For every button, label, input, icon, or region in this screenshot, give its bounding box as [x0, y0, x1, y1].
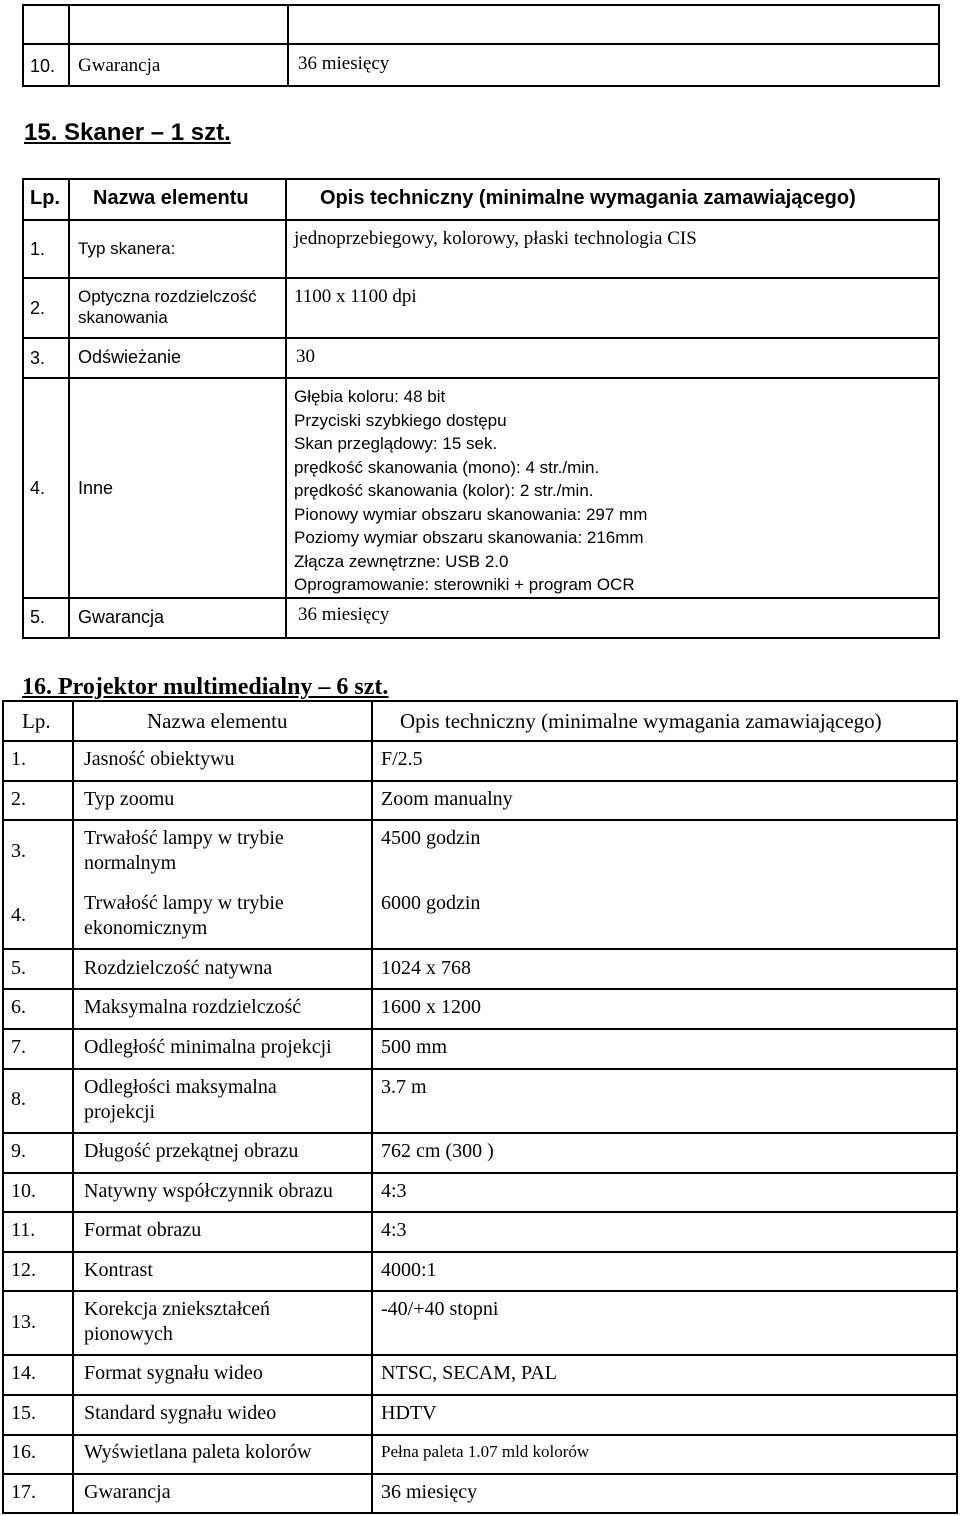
- projector-row-13-desc: -40/+40 stopni: [381, 1298, 499, 1320]
- spec-line: prędkość skanowania (mono): 4 str./min.: [294, 457, 600, 477]
- scanner-header-name: Nazwa elementu: [93, 187, 249, 209]
- projector-row-14-name: Format sygnału wideo: [84, 1362, 263, 1384]
- projector-row-4-desc: 6000 godzin: [381, 892, 481, 914]
- scanner-heading: 15. Skaner – 1 szt.: [24, 119, 231, 146]
- spec-line: Głębia koloru: 48 bit: [294, 387, 446, 406]
- projector-row-15-desc: HDTV: [381, 1402, 437, 1424]
- projector-row-8-name-line2: projekcji: [84, 1101, 156, 1123]
- spec-line: Złącza zewnętrzne: USB 2.0: [294, 551, 509, 571]
- projector-row-8-name-line1: Odległości maksymalna: [84, 1076, 277, 1098]
- projector-row-15-name: Standard sygnału wideo: [84, 1402, 277, 1424]
- projector-row-3-number: 3.: [11, 840, 26, 862]
- spec-line: Skan przeglądowy: 15 sek.: [294, 434, 498, 453]
- scanner-row-4-name: Inne: [78, 478, 114, 498]
- projector-row-14-number: 14.: [11, 1362, 36, 1384]
- projector-row-9-desc: 762 cm (300 ): [381, 1140, 494, 1162]
- projector-row-divider: [2, 1394, 958, 1396]
- scanner-row-2-number: 2.: [30, 298, 46, 318]
- projector-row-11-desc: 4:3: [381, 1219, 407, 1241]
- projector-header-desc: Opis techniczny (minimalne wymagania zamawiającego): [400, 709, 882, 733]
- projector-row-2-name: Typ zoomu: [84, 788, 175, 810]
- projector-row-17-desc: 36 miesięcy: [381, 1481, 478, 1503]
- scanner-header-divider: [22, 219, 940, 221]
- projector-row-1-number: 1.: [11, 748, 26, 770]
- projector-header-divider: [2, 740, 958, 742]
- projector-row-4-number: 4.: [11, 904, 26, 926]
- projector-row-16-desc: Pełna paleta 1.07 mld kolorów: [381, 1442, 590, 1461]
- projector-row-7-number: 7.: [11, 1036, 26, 1058]
- projector-heading: 16. Projektor multimedialny – 6 szt.: [22, 674, 389, 700]
- scanner-row-divider-4: [22, 597, 940, 599]
- projector-row-3-name-line1: Trwałość lampy w trybie: [84, 827, 284, 849]
- scanner-row-1-name: Typ skanera:: [78, 239, 176, 258]
- projector-row-divider: [2, 1290, 958, 1292]
- projector-row-3-name-line2: normalnym: [84, 852, 177, 874]
- projector-row-divider: [2, 1172, 958, 1174]
- scanner-col-divider-1: [68, 178, 70, 639]
- spec-line: Pionowy wymiar obszaru skanowania: 297 mm: [294, 504, 648, 524]
- projector-row-1-desc: F/2.5: [381, 748, 423, 770]
- projector-row-16-name: Wyświetlana paleta kolorów: [84, 1441, 312, 1463]
- scanner-row-1-number: 1.: [30, 239, 46, 259]
- projector-row-15-number: 15.: [11, 1402, 36, 1424]
- projector-row-2-desc: Zoom manualny: [381, 788, 513, 810]
- scanner-col-divider-2: [285, 178, 287, 639]
- top-table-divider: [22, 43, 940, 45]
- projector-row-4-name-line2: ekonomicznym: [84, 917, 208, 939]
- projector-row-10-number: 10.: [11, 1180, 36, 1202]
- scanner-header-lp: Lp.: [30, 187, 60, 209]
- spec-line: Przyciski szybkiego dostępu: [294, 410, 507, 430]
- top-table-col-divider-1: [68, 4, 70, 87]
- scanner-row-2-desc: 1100 x 1100 dpi: [294, 286, 417, 307]
- scanner-header-desc: Opis techniczny (minimalne wymagania zamawiającego): [320, 187, 856, 209]
- projector-row-8-number: 8.: [11, 1088, 26, 1110]
- scanner-row-3-desc: 30: [296, 346, 315, 367]
- projector-row-13-name-line1: Korekcja zniekształceń: [84, 1298, 271, 1320]
- projector-row-divider: [2, 780, 958, 782]
- projector-row-9-number: 9.: [11, 1140, 26, 1162]
- top-table-col-divider-2: [287, 4, 289, 87]
- projector-row-5-number: 5.: [11, 957, 26, 979]
- scanner-row-3-name: Odświeżanie: [78, 347, 182, 367]
- projector-row-divider: [2, 1251, 958, 1253]
- projector-row-9-name: Długość przekątnej obrazu: [84, 1140, 299, 1162]
- projector-row-13-name-line2: pionowych: [84, 1323, 173, 1345]
- projector-row-6-number: 6.: [11, 996, 26, 1018]
- projector-row-7-desc: 500 mm: [381, 1036, 448, 1058]
- projector-row-8-desc: 3.7 m: [381, 1076, 427, 1098]
- scanner-row-5-name: Gwarancja: [78, 607, 165, 627]
- scanner-row-3-number: 3.: [30, 348, 46, 368]
- projector-row-17-number: 17.: [11, 1481, 36, 1503]
- projector-row-10-desc: 4:3: [381, 1180, 407, 1202]
- spec-line: Poziomy wymiar obszaru skanowania: 216mm: [294, 528, 644, 547]
- projector-row-divider: [2, 948, 958, 950]
- projector-row-divider: [2, 988, 958, 990]
- projector-header-name: Nazwa elementu: [147, 709, 288, 733]
- projector-row-6-name: Maksymalna rozdzielczość: [84, 996, 302, 1018]
- projector-row-2-number: 2.: [11, 788, 26, 810]
- projector-row-7-name: Odległość minimalna projekcji: [84, 1036, 332, 1058]
- scanner-row-5-desc: 36 miesięcy: [298, 604, 390, 625]
- projector-row-divider: [2, 819, 958, 821]
- scanner-row-divider-1: [22, 277, 940, 279]
- projector-row-14-desc: NTSC, SECAM, PAL: [381, 1362, 557, 1384]
- scanner-row-4-number: 4.: [30, 478, 46, 498]
- scanner-row-divider-3: [22, 377, 940, 379]
- projector-row-1-name: Jasność obiektywu: [84, 748, 235, 770]
- projector-row-5-name: Rozdzielczość natywna: [84, 957, 273, 979]
- projector-row-12-number: 12.: [11, 1259, 36, 1281]
- projector-row-12-desc: 4000:1: [381, 1259, 437, 1281]
- top-row-number: 10.: [30, 56, 56, 76]
- projector-row-3-desc: 4500 godzin: [381, 827, 481, 849]
- projector-header-lp: Lp.: [22, 709, 51, 733]
- projector-row-11-name: Format obrazu: [84, 1219, 202, 1241]
- projector-row-17-name: Gwarancja: [84, 1481, 171, 1503]
- projector-row-4-name-line1: Trwałość lampy w trybie: [84, 892, 284, 914]
- projector-row-divider: [2, 1211, 958, 1213]
- scanner-row-2-name-line1: Optyczna rozdzielczość: [78, 287, 257, 306]
- projector-row-6-desc: 1600 x 1200: [381, 996, 481, 1018]
- top-row-name: Gwarancja: [78, 55, 161, 76]
- scanner-row-5-number: 5.: [30, 607, 46, 627]
- projector-row-divider: [2, 1068, 958, 1070]
- projector-row-11-number: 11.: [11, 1219, 36, 1241]
- projector-row-divider: [2, 1132, 958, 1134]
- projector-row-5-desc: 1024 x 768: [381, 957, 471, 979]
- projector-row-12-name: Kontrast: [84, 1259, 153, 1281]
- projector-row-16-number: 16.: [11, 1441, 36, 1463]
- projector-row-divider: [2, 1473, 958, 1475]
- projector-row-divider: [2, 1354, 958, 1356]
- projector-row-divider: [2, 1028, 958, 1030]
- spec-line: Oprogramowanie: sterowniki + program OCR: [294, 575, 635, 594]
- projector-row-13-number: 13.: [11, 1311, 36, 1333]
- projector-col-divider-2: [371, 700, 373, 1514]
- scanner-row-1-desc: jednoprzebiegowy, kolorowy, płaski technologia CIS: [294, 228, 697, 249]
- scanner-row-2-name-line2: skanowania: [78, 308, 168, 327]
- scanner-row-divider-2: [22, 337, 940, 339]
- scanner-row-4-desc: [294, 385, 647, 597]
- spec-line: prędkość skanowania (kolor): 2 str./min.: [294, 481, 594, 500]
- projector-row-10-name: Natywny współczynnik obrazu: [84, 1180, 333, 1202]
- top-row-desc: 36 miesięcy: [298, 53, 390, 74]
- projector-col-divider-1: [72, 700, 74, 1514]
- projector-row-divider: [2, 1434, 958, 1436]
